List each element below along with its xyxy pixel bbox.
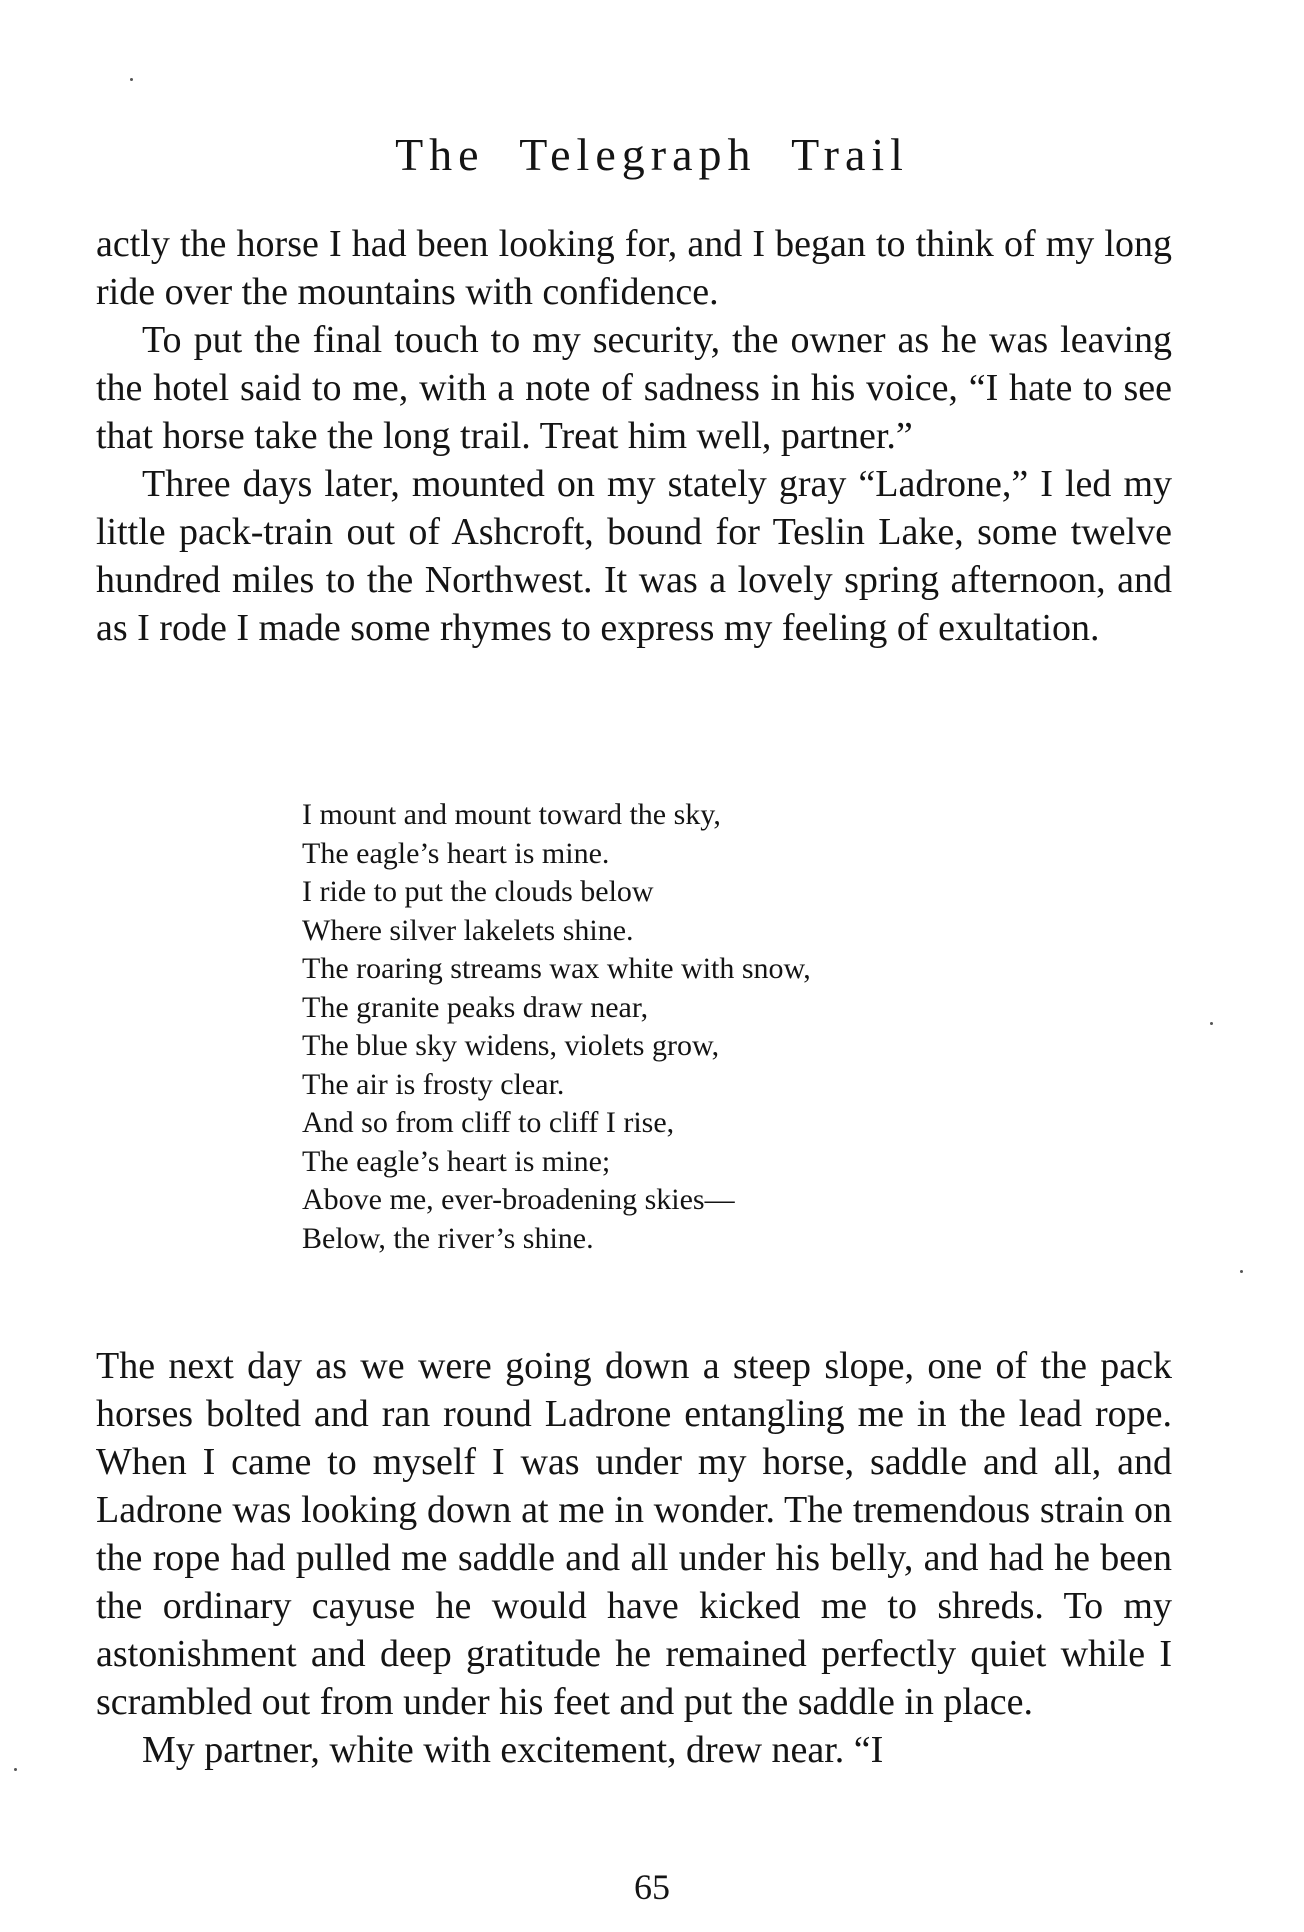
print-speck	[14, 1768, 17, 1771]
body-text-bottom	[96, 1342, 1172, 1774]
poem-line: I ride to put the clouds below	[302, 875, 654, 908]
paragraph: My partner, white with excitement, drew near. “I	[142, 1729, 884, 1771]
poem-line: Above me, ever-broadening skies—	[302, 1183, 735, 1216]
paragraph: actly the horse I had been looking for, and I began to think of my long ride over the mountains with confidence.	[96, 223, 1172, 313]
poem-line: Where silver lakelets shine.	[302, 913, 634, 947]
poem-line: I mount and mount toward the sky,	[302, 798, 721, 831]
poem-line: The eagle’s heart is mine;	[302, 1144, 611, 1178]
poem-line: The eagle’s heart is mine.	[302, 836, 610, 870]
running-head: The Telegraph Trail	[395, 129, 909, 180]
poem-line: The air is frosty clear.	[302, 1067, 565, 1101]
paragraph: To put the final touch to my security, the owner as he was leaving the hotel said to me, with a note of sadness in his voice, “I hate to see that horse take the long trail. Treat him well, partner.”	[96, 319, 1172, 457]
paragraph: Three days later, mounted on my stately gray “Ladrone,” I led my little pack-train out of Ashcroft, bound for Teslin Lake, some twelve hundred miles to the Northwest. It was a lovely spring afternoon, and as I rode I made some rhymes to express my feeling of exultation.	[96, 463, 1172, 649]
poem-line: Below, the river’s shine.	[302, 1221, 594, 1255]
paragraph: The next day as we were going down a steep slope, one of the pack horses bolted and ran round Ladrone entangling me in the lead rope. When I came to myself I was under my horse, saddle and all, and Ladrone was looking down at me in wonder. The tremendous strain on the rope had pulled me saddle and all under his belly, and had he been the ordinary cayuse he would have kicked me to shreds. To my astonishment and deep gratitude he remained perfectly quiet while I scrambled out from under his feet and put the saddle in place.	[96, 1345, 1172, 1723]
poem-line: And so from cliff to cliff I rise,	[302, 1106, 675, 1139]
print-speck	[130, 78, 133, 81]
print-speck	[1240, 1270, 1243, 1273]
body-text-top	[96, 220, 1172, 652]
poem-line: The roaring streams wax white with snow,	[302, 952, 811, 985]
poem-line: The blue sky widens, violets grow,	[302, 1029, 720, 1062]
page-number: 65	[634, 1867, 670, 1907]
poem-line: The granite peaks draw near,	[302, 990, 649, 1024]
poem-stanza	[302, 796, 1062, 1258]
print-speck	[1210, 1022, 1213, 1025]
